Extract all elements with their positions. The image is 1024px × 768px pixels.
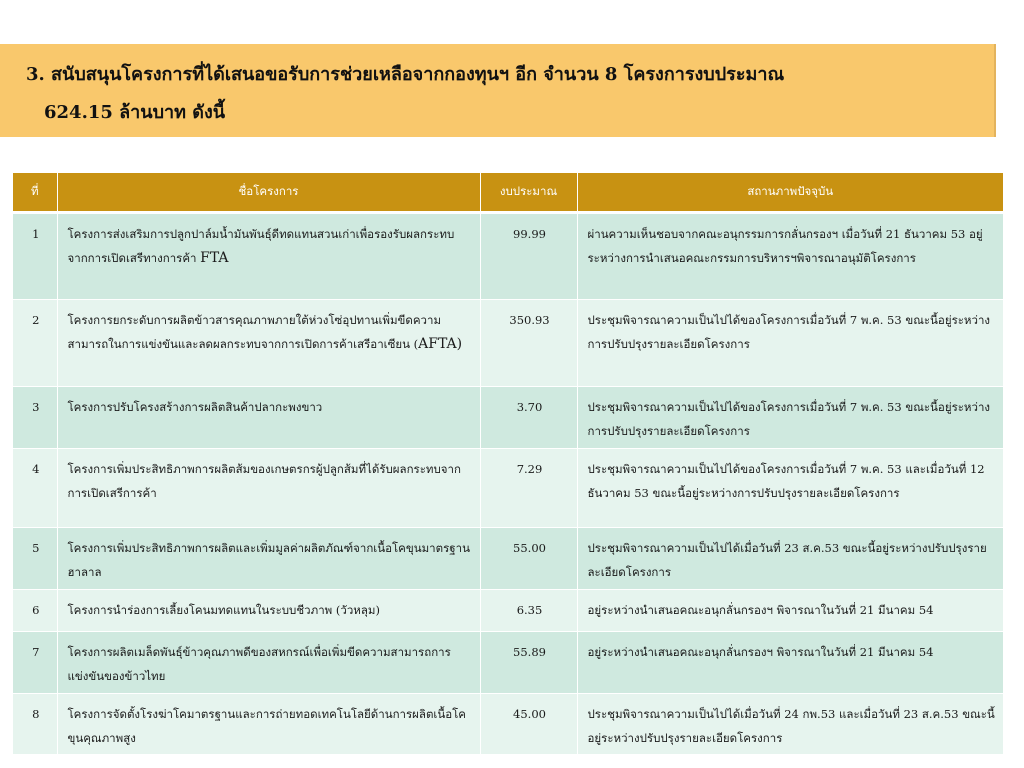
row-no: 5 xyxy=(13,528,57,590)
row-project-name xyxy=(57,449,480,528)
row-no: 4 xyxy=(13,449,57,528)
header-title-line-2: 624.15 ล้านบาท ดังนี้ xyxy=(44,102,226,123)
row-no: 6 xyxy=(13,590,57,632)
row-project-name xyxy=(57,528,480,590)
row-no: 7 xyxy=(13,632,57,694)
project-name-text: โครงการยกระดับการผลิตข้าวสารคุณภาพภายใต้ห่วงโซ่อุปทานเพิ่มขีดความสามารถในการแข่งขันและลดผลกระทบจากการเปิดการค้าเสรีอาเซียน ( xyxy=(67,313,442,351)
table-row xyxy=(13,694,1003,755)
row-project-name xyxy=(57,300,480,387)
row-status: ประชุมพิจารณาความเป็นไปได้เมื่อวันที่ 23 ส.ค.53 ขณะนี้อยู่ระหว่างปรับปรุงรายละเอียดโครงการ xyxy=(577,528,1003,590)
row-status: ประชุมพิจารณาความเป็นไปได้ของโครงการเมื่อวันที่ 7 พ.ค. 53 และเมื่อวันที่ 12 ธันวาคม 53 ขณะนี้อยู่ระหว่างการปรับปรุงรายละเอียดโครงการ xyxy=(577,449,1003,528)
project-name-text: โครงการจัดตั้งโรงฆ่าโคมาตรฐานและการถ่ายทอดเทคโนโลยีด้านการผลิตเนื้อโคขุนคุณภาพสูง xyxy=(67,707,466,745)
row-project-name xyxy=(57,694,480,755)
table-row xyxy=(13,387,1003,449)
project-name-text: โครงการเพิ่มประสิทธิภาพการผลิตส้มของเกษตรกรผู้ปลูกส้มที่ได้รับผลกระทบจากการเปิดเสรีการค้า xyxy=(67,462,461,500)
row-project-name xyxy=(57,213,480,300)
row-no: 1 xyxy=(13,213,57,300)
row-budget: 55.89 xyxy=(480,632,577,694)
header-title-line-1: 3. สนับสนุนโครงการที่ได้เสนอขอรับการช่วยเหลือจากกองทุนฯ อีก จำนวน 8 โครงการงบประมาณ xyxy=(26,64,785,85)
table-row xyxy=(13,528,1003,590)
column-header-budget: งบประมาณ xyxy=(480,173,577,213)
row-no: 2 xyxy=(13,300,57,387)
project-name-text: โครงการนำร่องการเลี้ยงโคนมทดแทนในระบบชีวภาพ (วัวหลุม) xyxy=(67,603,380,617)
row-budget: 45.00 xyxy=(480,694,577,755)
project-name-text: โครงการผลิตเมล็ดพันธุ์ข้าวคุณภาพดีของสหกรณ์เพื่อเพิ่มขีดความสามารถการแข่งขันของข้าวไทย xyxy=(67,645,451,683)
row-no: 8 xyxy=(13,694,57,755)
row-status: ประชุมพิจารณาความเป็นไปได้ของโครงการเมื่อวันที่ 7 พ.ค. 53 ขณะนี้อยู่ระหว่างการปรับปรุงรายละเอียดโครงการ xyxy=(577,387,1003,449)
project-name-text: โครงการส่งเสริมการปลูกปาล์มน้ำมันพันธุ์ดีทดแทนสวนเก่าเพื่อรองรับผลกระทบจากการเปิดเสรีทางการค้า xyxy=(67,227,455,265)
row-project-name xyxy=(57,632,480,694)
table-row xyxy=(13,213,1003,300)
column-header-status: สถานภาพปัจจุบัน xyxy=(577,173,1003,213)
row-project-name xyxy=(57,590,480,632)
table-row xyxy=(13,300,1003,387)
column-header-project-name: ชื่อโครงการ xyxy=(57,173,480,213)
row-budget: 6.35 xyxy=(480,590,577,632)
header-banner xyxy=(0,44,996,137)
row-budget: 55.00 xyxy=(480,528,577,590)
row-budget: 3.70 xyxy=(480,387,577,449)
table-row xyxy=(13,632,1003,694)
row-no: 3 xyxy=(13,387,57,449)
row-budget: 350.93 xyxy=(480,300,577,387)
table-row xyxy=(13,590,1003,632)
row-status: อยู่ระหว่างนำเสนอคณะอนุกลั่นกรองฯ พิจารณาในวันที่ 21 มีนาคม 54 xyxy=(577,590,1003,632)
row-budget: 7.29 xyxy=(480,449,577,528)
projects-table xyxy=(13,173,1003,755)
row-status: อยู่ระหว่างนำเสนอคณะอนุกลั่นกรองฯ พิจารณาในวันที่ 21 มีนาคม 54 xyxy=(577,632,1003,694)
row-status: ประชุมพิจารณาความเป็นไปได้เมื่อวันที่ 24 กพ.53 และเมื่อวันที่ 23 ส.ค.53 ขณะนี้อยู่ระหว่างปรับปรุงรายละเอียดโครงการ xyxy=(577,694,1003,755)
table-row xyxy=(13,449,1003,528)
table-header-row xyxy=(13,173,1003,213)
project-name-suffix: FTA xyxy=(200,250,229,266)
row-status: ประชุมพิจารณาความเป็นไปได้ของโครงการเมื่อวันที่ 7 พ.ค. 53 ขณะนี้อยู่ระหว่างการปรับปรุงรายละเอียดโครงการ xyxy=(577,300,1003,387)
row-status: ผ่านความเห็นชอบจากคณะอนุกรรมการกลั่นกรองฯ เมื่อวันที่ 21 ธันวาคม 53 อยู่ระหว่างการนำเสนอคณะกรรมการบริหารฯพิจารณาอนุมัติโครงการ xyxy=(577,213,1003,300)
row-project-name xyxy=(57,387,480,449)
row-budget: 99.99 xyxy=(480,213,577,300)
project-name-suffix: AFTA) xyxy=(418,336,463,352)
project-name-text: โครงการปรับโครงสร้างการผลิตสินค้าปลากะพงขาว xyxy=(67,400,323,414)
project-name-text: โครงการเพิ่มประสิทธิภาพการผลิตและเพิ่มมูลค่าผลิตภัณฑ์จากเนื้อโคขุนมาตรฐานฮาลาล xyxy=(67,541,470,579)
column-header-no: ที่ xyxy=(13,173,57,213)
